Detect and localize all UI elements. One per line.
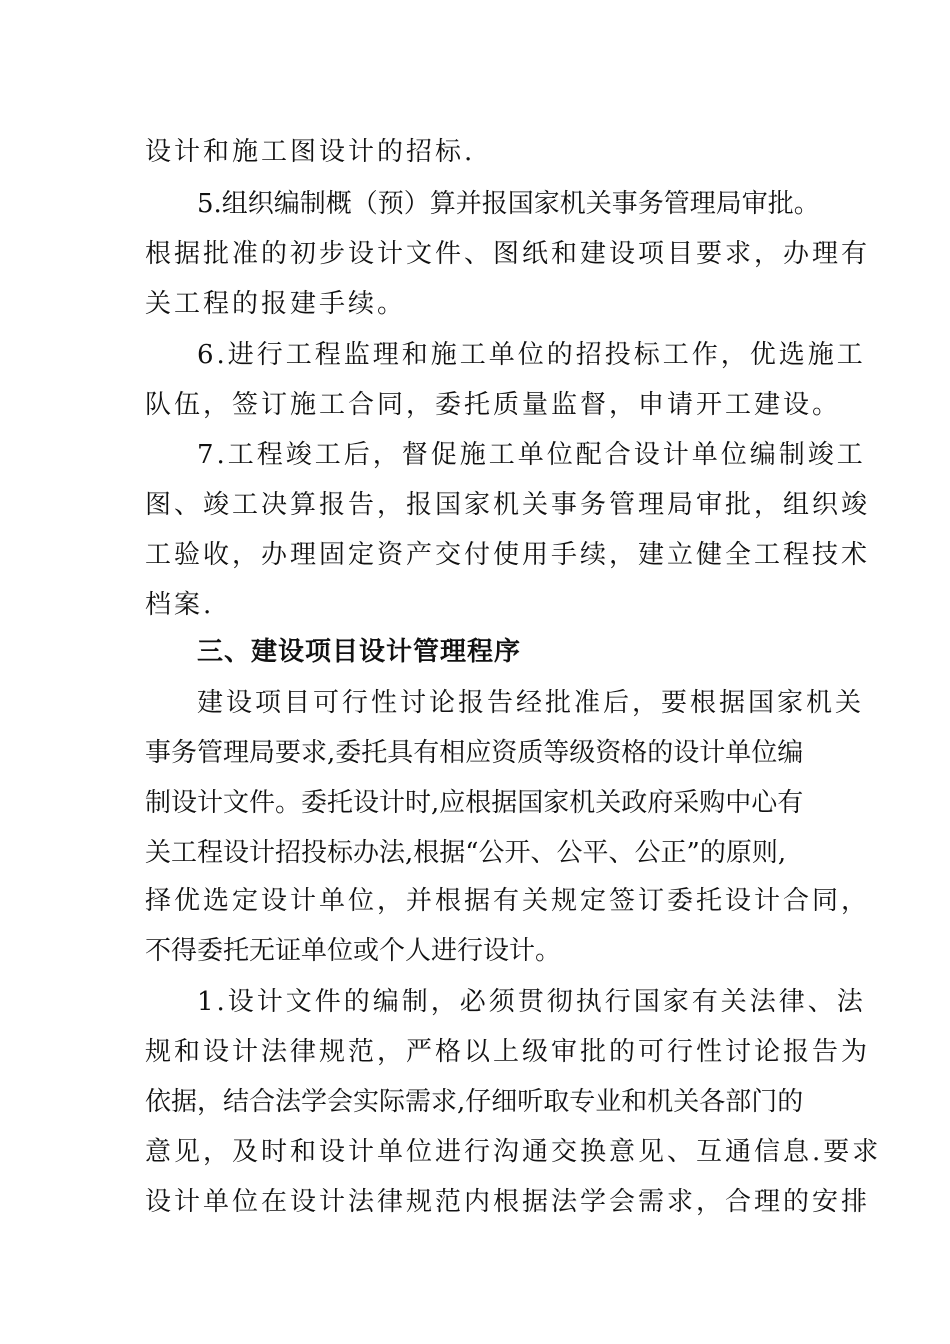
text-line: 关工程设计招投标办法,根据“公开、公平、公正”的原则, [145, 838, 787, 868]
text-line: 依据，结合法学会实际需求,仔细听取专业和机关各部门的 [145, 1087, 804, 1117]
list-item-5: 5.组织编制概（预）算并报国家机关事务管理局审批。 [197, 189, 820, 219]
text-line: 关工程的报建手续。 [145, 289, 407, 319]
list-item-6: 6.进行工程监理和施工单位的招投标工作，优选施工 [197, 340, 866, 370]
text-line: 设计和施工图设计的招标. [145, 137, 476, 167]
text-line: 事务管理局要求,委托具有相应资质等级资格的设计单位编 [145, 738, 804, 768]
text-line: 意见，及时和设计单位进行沟通交换意见、互通信息.要求 [145, 1137, 882, 1167]
list-item-7: 7.工程竣工后，督促施工单位配合设计单位编制竣工 [197, 440, 866, 470]
section-heading: 三、建设项目设计管理程序 [197, 637, 522, 667]
text-line: 档案. [145, 590, 215, 620]
text-line: 设计单位在设计法律规范内根据法学会需求，合理的安排 [145, 1187, 871, 1217]
text-line: 规和设计法律规范，严格以上级审批的可行性讨论报告为 [145, 1037, 871, 1067]
text-line: 队伍，签订施工合同，委托质量监督，申请开工建设。 [145, 390, 842, 420]
text-line: 择优选定设计单位，并根据有关规定签订委托设计合同， [145, 886, 871, 916]
text-line: 不得委托无证单位或个人进行设计。 [145, 936, 562, 966]
paragraph-line: 建设项目可行性讨论报告经批准后，要根据国家机关 [197, 688, 865, 718]
text-line: 根据批准的初步设计文件、图纸和建设项目要求，办理有 [145, 239, 871, 269]
text-line: 工验收，办理固定资产交付使用手续，建立健全工程技术 [145, 540, 871, 570]
text-line: 制设计文件。委托设计时,应根据国家机关政府采购中心有 [145, 788, 804, 818]
list-item-1: 1.设计文件的编制，必须贯彻执行国家有关法律、法 [197, 987, 866, 1017]
text-line: 图、竣工决算报告，报国家机关事务管理局审批，组织竣 [145, 490, 871, 520]
